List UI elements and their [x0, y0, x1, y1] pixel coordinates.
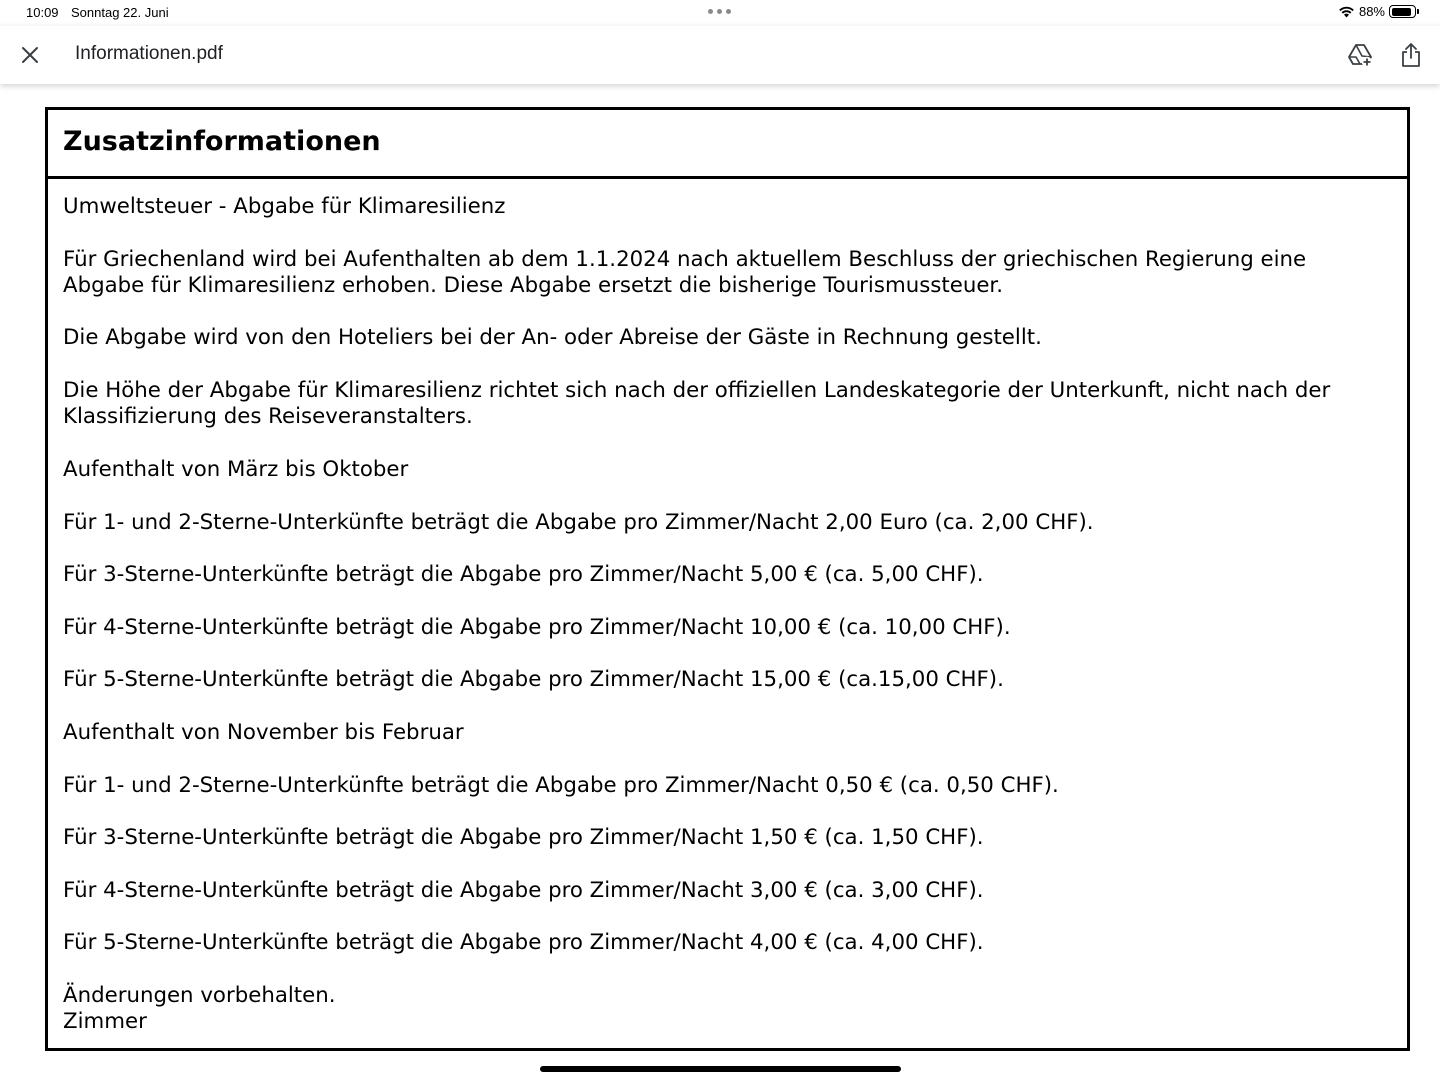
pdf-page[interactable] [0, 84, 1440, 1080]
close-icon[interactable] [18, 43, 42, 67]
battery-fill [1392, 8, 1411, 16]
info-box-heading: Zusatzinformationen [48, 110, 1407, 179]
fee-line: Für 4-Sterne-Unterkünfte beträgt die Abgabe pro Zimmer/Nacht 3,00 € (ca. 3,00 CHF). [63, 877, 984, 903]
info-box-body [48, 179, 1407, 1036]
share-icon[interactable] [1399, 41, 1423, 69]
footer-line: Zimmer [63, 1009, 147, 1035]
status-time: 10:09 [26, 5, 59, 20]
wifi-icon [1338, 5, 1355, 18]
file-name: Informationen.pdf [75, 43, 223, 64]
status-indicators [1338, 4, 1416, 19]
fee-line: Für 1- und 2-Sterne-Unterkünfte beträgt die Abgabe pro Zimmer/Nacht 2,00 Euro (ca. 2,00 CHF). [63, 509, 1094, 535]
fee-line: Für 5-Sterne-Unterkünfte beträgt die Abgabe pro Zimmer/Nacht 4,00 € (ca. 4,00 CHF). [63, 930, 984, 956]
fee-line: Für 3-Sterne-Unterkünfte beträgt die Abgabe pro Zimmer/Nacht 1,50 € (ca. 1,50 CHF). [63, 825, 984, 851]
drive-add-icon[interactable] [1347, 42, 1373, 68]
pdf-viewer-toolbar [0, 26, 1440, 84]
paragraph: Umweltsteuer - Abgabe für Klimaresilienz [63, 194, 506, 219]
multitasking-dots-icon[interactable] [708, 9, 731, 14]
status-bar [0, 0, 1440, 26]
fee-line: Für 5-Sterne-Unterkünfte beträgt die Abgabe pro Zimmer/Nacht 15,00 € (ca.15,00 CHF). [63, 667, 1004, 693]
battery-icon [1389, 5, 1416, 18]
section-label: Aufenthalt von November bis Februar [63, 719, 464, 745]
paragraph: Die Höhe der Abgabe für Klimaresilienz richtet sich nach der offiziellen Landeskategorie der Unterkunft, nicht nach der Klassifizierung des Reiseveranstalters. [63, 378, 1331, 430]
footer-text [63, 983, 1392, 1036]
battery-percent: 88% [1358, 4, 1385, 19]
fee-line: Für 3-Sterne-Unterkünfte beträgt die Abgabe pro Zimmer/Nacht 5,00 € (ca. 5,00 CHF). [63, 562, 984, 588]
paragraph: Für Griechenland wird bei Aufenthalten ab dem 1.1.2024 nach aktuellem Beschluss der griechischen Regierung eine Abgabe für Klimaresilienz erhoben. Diese Abgabe ersetzt die bisherige Tourismussteuer. [63, 246, 1307, 298]
info-box [45, 107, 1410, 1051]
paragraph: Die Abgabe wird von den Hoteliers bei der An- oder Abreise der Gäste in Rechnung gestellt. [63, 325, 1042, 351]
section-label: Aufenthalt von März bis Oktober [63, 456, 409, 482]
footer-line: Änderungen vorbehalten. [63, 982, 336, 1008]
fee-line: Für 4-Sterne-Unterkünfte beträgt die Abgabe pro Zimmer/Nacht 10,00 € (ca. 10,00 CHF). [63, 614, 1011, 640]
fee-line: Für 1- und 2-Sterne-Unterkünfte beträgt die Abgabe pro Zimmer/Nacht 0,50 € (ca. 0,50 CHF). [63, 772, 1059, 798]
status-date: Sonntag 22. Juni [71, 5, 169, 20]
home-indicator[interactable] [540, 1066, 901, 1072]
